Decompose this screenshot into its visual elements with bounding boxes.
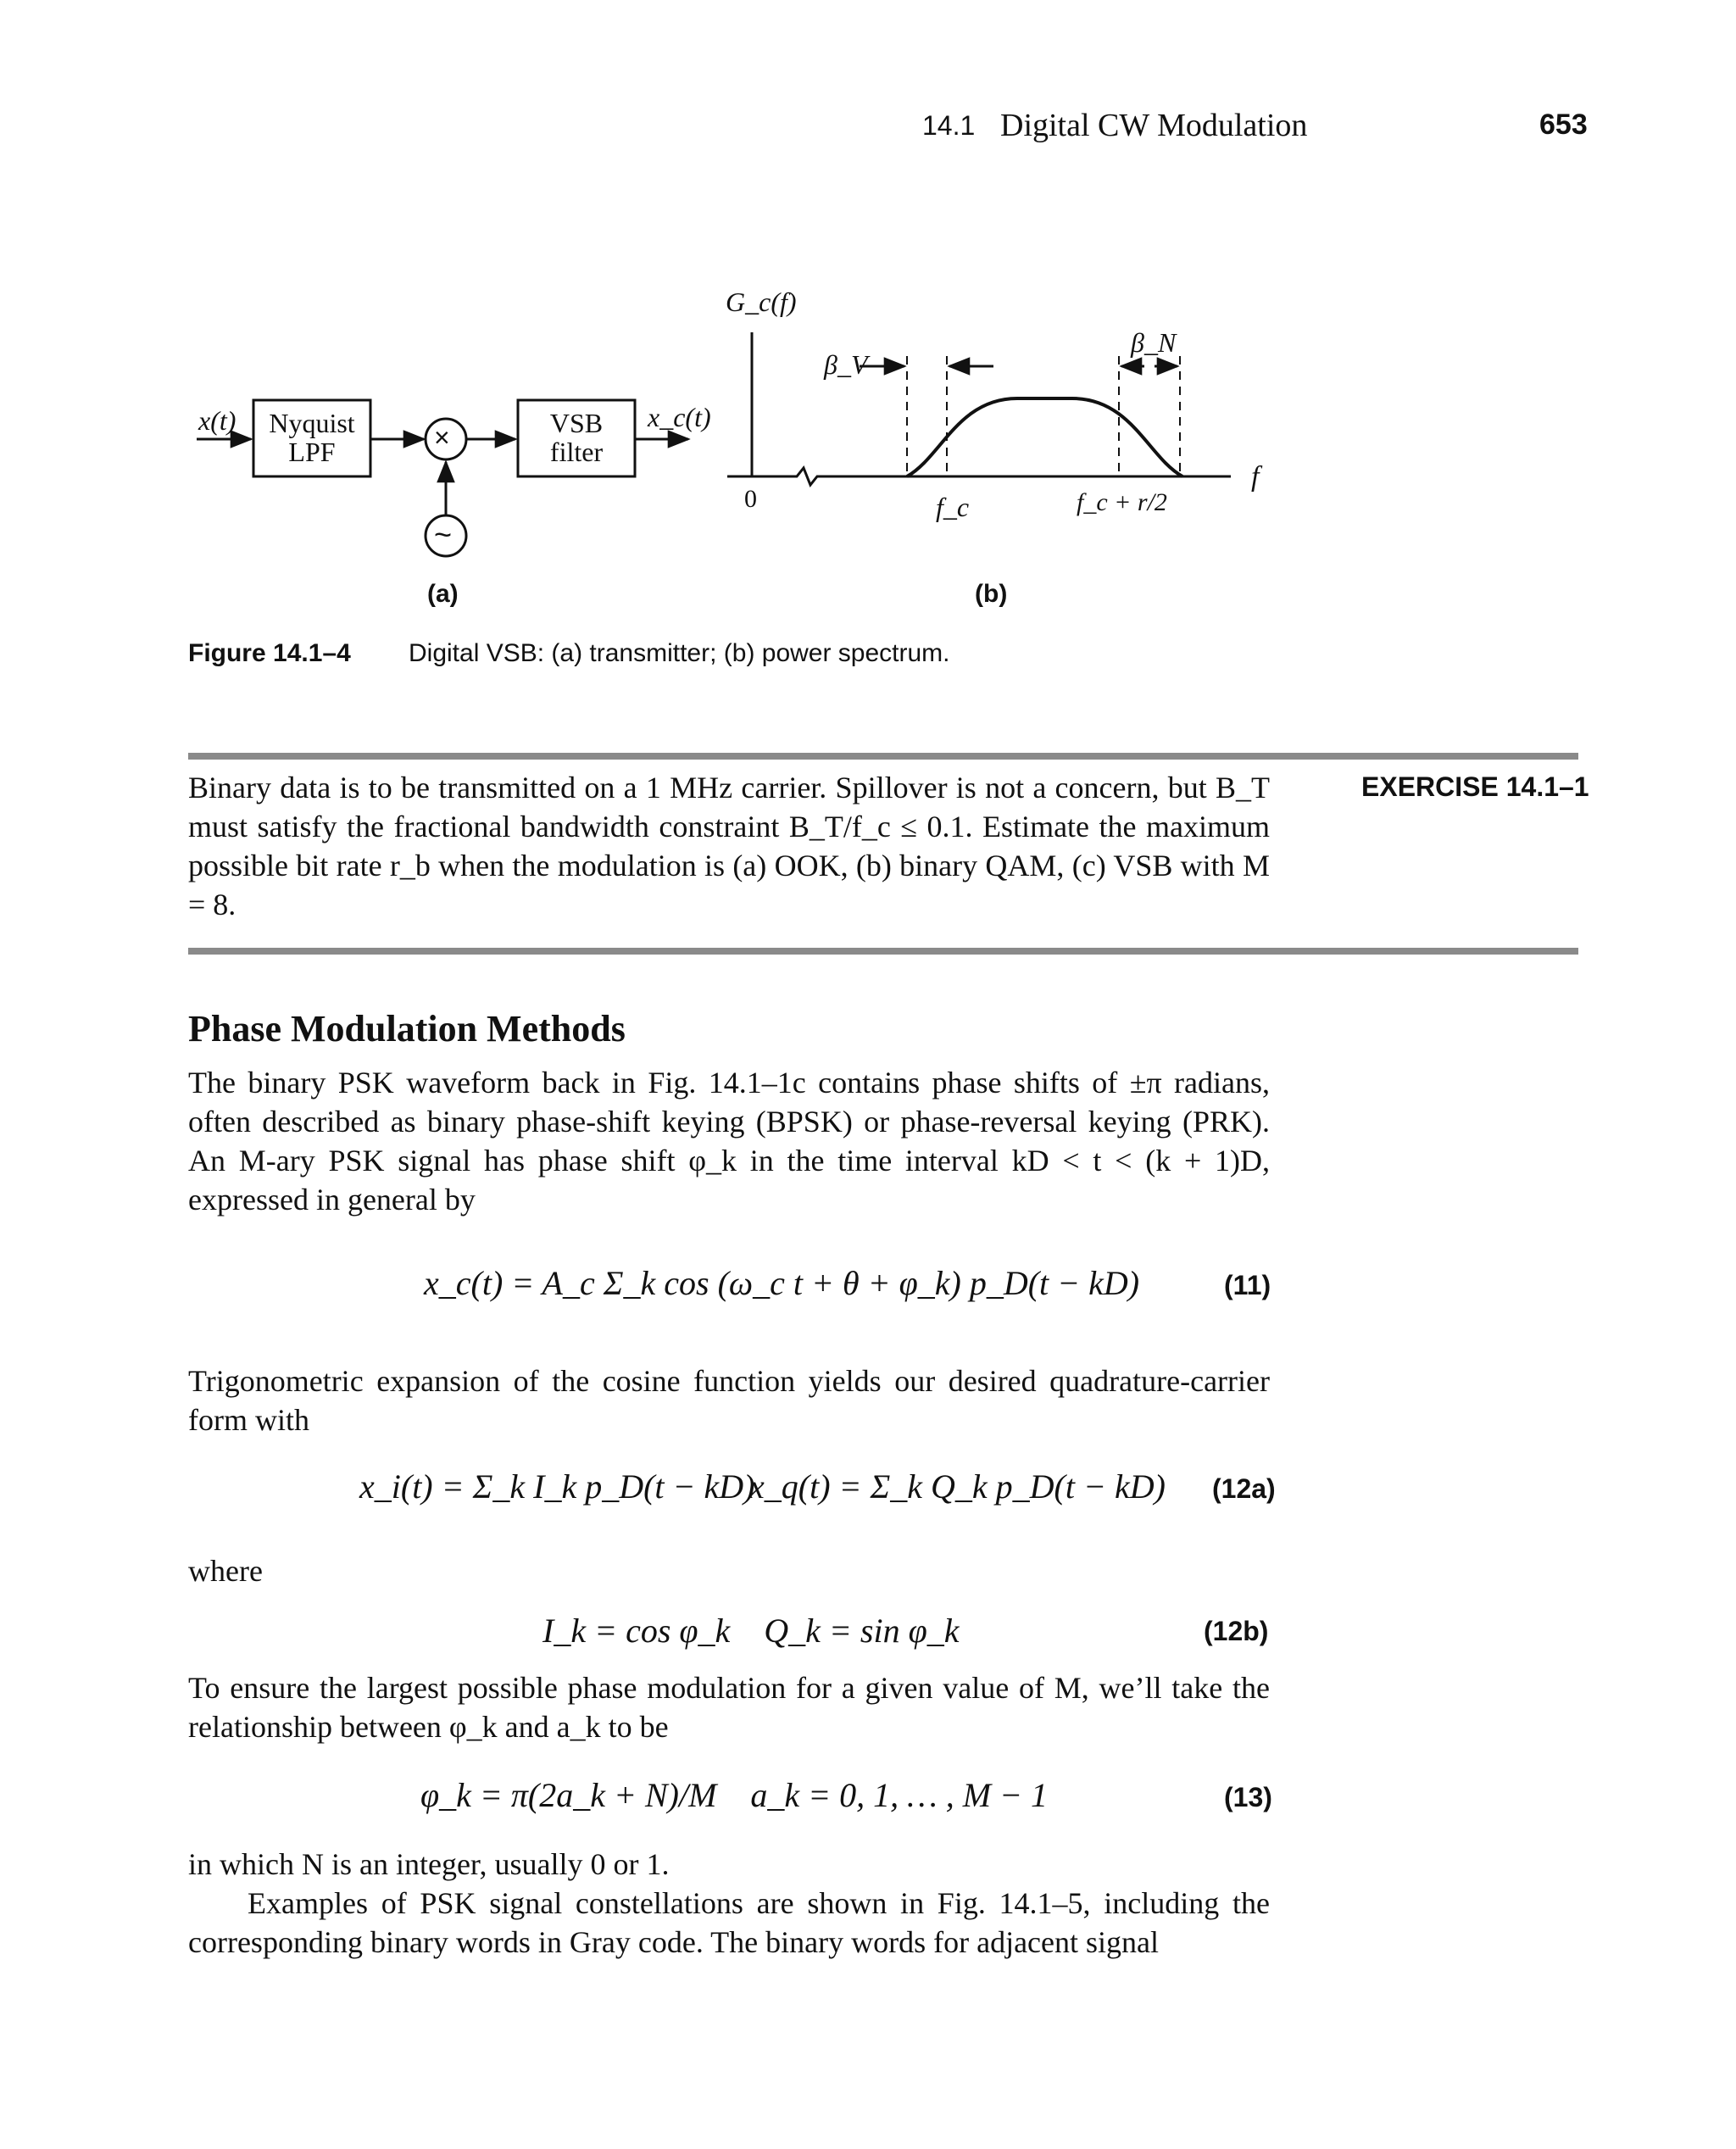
- exercise-bottom-rule: [188, 948, 1578, 955]
- where-text: where: [188, 1554, 263, 1588]
- panel-label-a: (a): [427, 580, 459, 608]
- paragraph-1: The binary PSK waveform back in Fig. 14.1–1c contains phase shifts of ±π radians, often described as binary phase-shift keying (BPSK) or phase-reversal keying (PRK). An M-ary PSK signal has phase shift φ_k in the time interval kD < t < (k + 1)D, expressed in general by: [188, 1066, 1270, 1216]
- page-number: 653: [1539, 109, 1588, 141]
- equation-12b: I_k = cos φ_k Q_k = sin φ_k: [542, 1612, 960, 1650]
- equation-11: x_c(t) = A_c Σ_k cos (ω_c t + θ + φ_k) p_D(t − kD): [424, 1264, 1140, 1302]
- vsb-filter-line1: VSB: [549, 408, 604, 438]
- paragraph-2: Trigonometric expansion of the cosine function yields our desired quadrature-carrier form with: [188, 1364, 1270, 1437]
- paragraph-3: To ensure the largest possible phase modulation for a given value of M, we’ll take the relationship between φ_k and a_k to be: [188, 1671, 1270, 1744]
- spectrum-curve: [907, 398, 1182, 476]
- equation-12a-right: x_q(t) = Σ_k Q_k p_D(t − kD): [749, 1467, 1166, 1506]
- section-heading: Phase Modulation Methods: [188, 1008, 626, 1049]
- figure-caption-text: Digital VSB: (a) transmitter; (b) power spectrum.: [409, 639, 950, 667]
- section-number: 14.1: [922, 110, 976, 141]
- f-axis-label: f: [1251, 461, 1260, 493]
- paragraph-4: in which N is an integer, usually 0 or 1.: [188, 1847, 670, 1881]
- output-label: x_c(t): [648, 402, 711, 432]
- nyquist-lpf-label: [253, 409, 370, 466]
- oscillator-symbol: ~: [434, 517, 453, 552]
- nyquist-lpf-line2: LPF: [288, 437, 336, 467]
- equation-12a-number: (12a): [1212, 1473, 1276, 1504]
- fc-label: f_c: [936, 492, 970, 522]
- input-label: x(t): [198, 405, 236, 436]
- exercise-text: Binary data is to be transmitted on a 1 MHz carrier. Spillover is not a concern, but B_T must satisfy the fractional bandwidth constraint B_T/f_c ≤ 0.1. Estimate the maximum possible bit rate r_b when the modulation is (a) OOK, (b) binary QAM, (c) VSB with M = 8.: [188, 771, 1270, 921]
- origin-label: 0: [744, 485, 757, 513]
- beta-n-label: β_N: [1131, 327, 1177, 358]
- equation-13: φ_k = π(2a_k + N)/M a_k = 0, 1, … , M − 1: [420, 1776, 1049, 1814]
- exercise-top-rule: [188, 753, 1578, 760]
- spectrum-y-label: G_c(f): [726, 287, 797, 317]
- beta-v-label: β_V: [824, 349, 868, 380]
- equation-12b-number: (12b): [1204, 1616, 1269, 1646]
- mixer-symbol: ×: [434, 422, 450, 453]
- spectrum-guides: [907, 356, 1180, 476]
- nyquist-lpf-line1: Nyquist: [269, 408, 355, 438]
- panel-label-b: (b): [975, 580, 1008, 608]
- exercise-label: EXERCISE 14.1–1: [1361, 771, 1589, 802]
- equation-13-number: (13): [1224, 1782, 1272, 1812]
- paragraph-5: Examples of PSK signal constellations are shown in Fig. 14.1–5, including the corresponding binary words in Gray code. The binary words for adjacent signal: [188, 1886, 1270, 1959]
- vsb-filter-label: [518, 409, 635, 466]
- vsb-filter-line2: filter: [549, 437, 604, 467]
- equation-11-number: (11): [1224, 1270, 1271, 1300]
- fc-r2-label: f_c + r/2: [1077, 488, 1167, 516]
- equation-12a-left: x_i(t) = Σ_k I_k p_D(t − kD): [359, 1467, 755, 1506]
- section-title: Digital CW Modulation: [1000, 108, 1308, 143]
- figure-diagram: [0, 0, 1736, 678]
- figure-caption-number: Figure 14.1–4: [188, 639, 351, 667]
